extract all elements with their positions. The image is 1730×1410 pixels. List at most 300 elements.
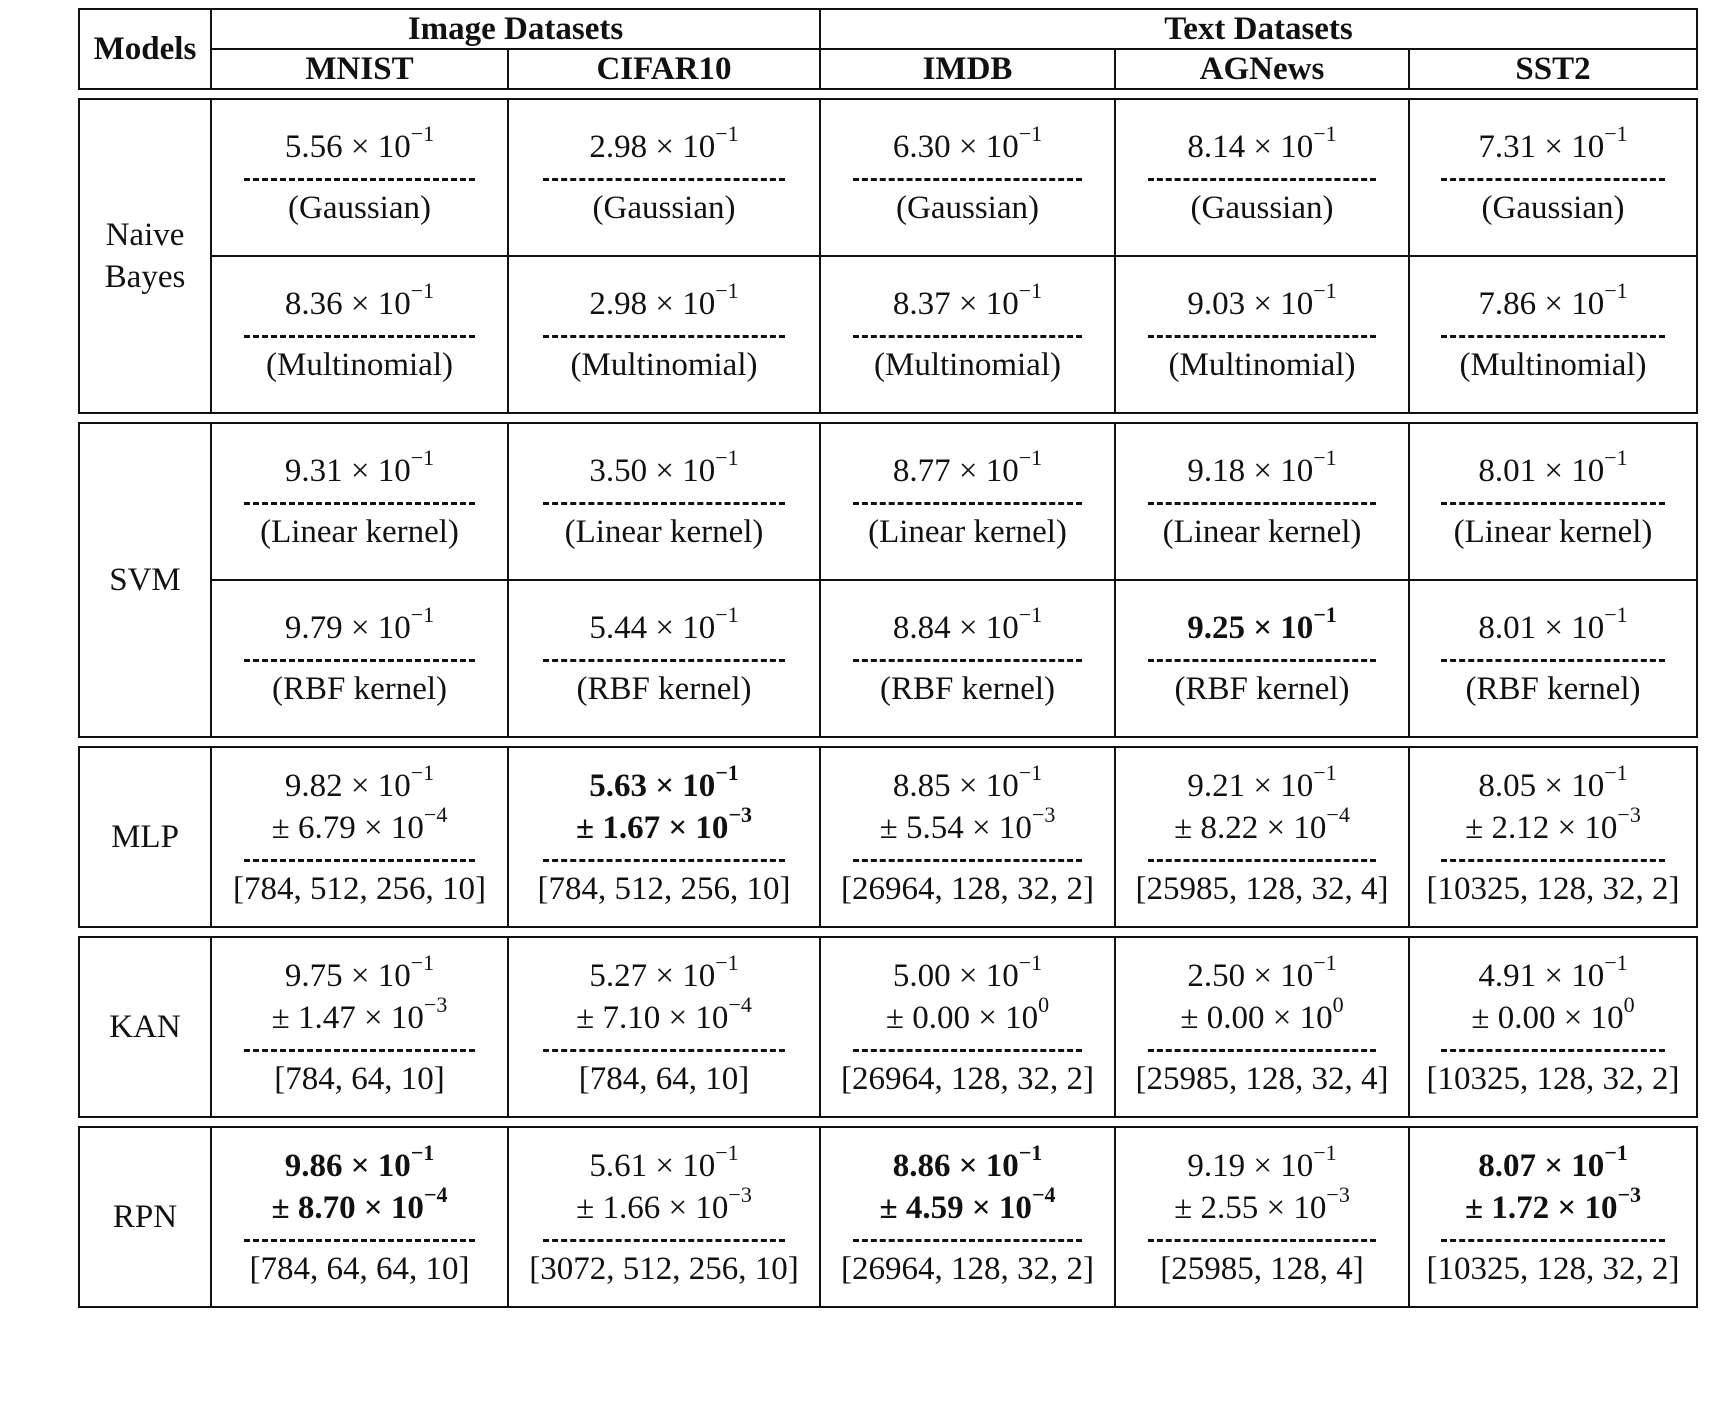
result-exponent: −1: [1018, 278, 1043, 303]
dashed-separator: [1148, 502, 1376, 505]
model-config: [3072, 512, 256, 10]: [529, 1250, 799, 1287]
result-mantissa: 8.85: [892, 767, 951, 804]
times-ten: × 10: [1536, 957, 1605, 994]
result-value: [821, 278, 1114, 325]
std-mantissa: 2.55: [1200, 1189, 1259, 1226]
std-exponent: −3: [1617, 801, 1641, 827]
dashed-separator: [1441, 1239, 1664, 1242]
result-value: [1116, 278, 1408, 325]
group-gap: [79, 89, 1697, 99]
times-ten: × 10: [647, 286, 716, 322]
result-mantissa: 5.00: [892, 957, 951, 994]
result-mantissa: 5.63: [589, 767, 647, 804]
model-config: (Multinomial): [1168, 347, 1356, 383]
times-ten: × 10: [1258, 1189, 1327, 1226]
result-exponent: −1: [1313, 121, 1337, 146]
result-value: [1410, 121, 1696, 168]
result-exponent: −1: [715, 121, 739, 146]
model-config: (RBF kernel): [271, 671, 448, 707]
plus-minus: ±: [1174, 1189, 1201, 1226]
result-exponent: −1: [410, 445, 435, 470]
result-cell: [1409, 256, 1697, 413]
model-config: (Linear kernel): [564, 514, 764, 550]
result-std: [509, 1181, 819, 1229]
result-mantissa: 5.44: [589, 610, 648, 646]
result-mantissa: 4.91: [1478, 957, 1537, 994]
result-exponent: −1: [1313, 759, 1337, 785]
result-cell: [508, 937, 820, 1117]
times-ten: × 10: [355, 1189, 424, 1226]
result-cell: [820, 256, 1115, 413]
times-ten: × 10: [1264, 999, 1333, 1036]
times-ten: × 10: [355, 809, 424, 846]
result-exponent: −1: [1604, 602, 1628, 627]
plus-minus: ±: [879, 809, 907, 846]
result-exponent: −1: [1018, 759, 1043, 785]
dashed-separator: [543, 859, 785, 862]
model-config: [10325, 128, 32, 2]: [1426, 870, 1680, 907]
std-mantissa: 7.10: [602, 999, 661, 1036]
result-cell: [1409, 1127, 1697, 1307]
result-value: [1410, 445, 1696, 492]
group-gap: [79, 737, 1697, 747]
group-gap: [79, 1117, 1697, 1127]
model-config: [784, 64, 64, 10]: [249, 1250, 470, 1287]
result-std: [1410, 991, 1696, 1039]
result-value: [821, 602, 1114, 649]
result-value: [1116, 121, 1408, 168]
std-exponent: −4: [423, 801, 448, 827]
dashed-separator: [543, 1239, 785, 1242]
plus-minus: ±: [576, 999, 603, 1036]
times-ten: × 10: [1536, 286, 1605, 322]
result-cell: [820, 1127, 1115, 1307]
results-table-wrapper: [78, 8, 1696, 1308]
times-ten: × 10: [1245, 129, 1314, 165]
results-body: [79, 89, 1697, 1307]
result-mantissa: 3.50: [589, 453, 648, 489]
dashed-separator: [1441, 502, 1664, 505]
dashed-separator: [853, 335, 1082, 338]
result-exponent: −1: [715, 759, 739, 785]
table-row: [79, 256, 1697, 413]
model-name-naive-bayes: Naive Bayes: [79, 99, 211, 413]
model-config: (Linear kernel): [868, 514, 1067, 550]
dashed-separator: [1441, 335, 1664, 338]
plus-minus: ±: [1471, 999, 1498, 1036]
result-exponent: −1: [1313, 949, 1337, 975]
times-ten: × 10: [660, 809, 729, 846]
model-config: (Gaussian): [896, 190, 1039, 226]
times-ten: × 10: [970, 999, 1039, 1036]
result-mantissa: 8.05: [1478, 767, 1537, 804]
std-mantissa: 8.22: [1200, 809, 1259, 846]
result-exponent: −1: [410, 278, 435, 303]
model-config: [784, 64, 10]: [578, 1060, 750, 1097]
result-exponent: −1: [715, 278, 739, 303]
result-std: [821, 1181, 1114, 1229]
model-config: (Gaussian): [1190, 190, 1334, 226]
model-config: (RBF kernel): [576, 671, 752, 707]
result-mantissa: 8.01: [1478, 453, 1537, 489]
result-mantissa: 8.86: [892, 1147, 951, 1184]
result-exponent: −1: [410, 602, 435, 627]
std-mantissa: 0.00: [1206, 999, 1265, 1036]
dashed-separator: [1148, 178, 1376, 181]
dashed-separator: [853, 502, 1082, 505]
result-value: [212, 602, 507, 649]
result-mantissa: 8.77: [892, 453, 951, 489]
times-ten: × 10: [1549, 1189, 1618, 1226]
model-config: (RBF kernel): [879, 671, 1056, 707]
times-ten: × 10: [1245, 286, 1314, 322]
result-value: [212, 445, 507, 492]
result-mantissa: 5.61: [589, 1147, 648, 1184]
results-table: [78, 8, 1698, 1308]
times-ten: × 10: [355, 999, 424, 1036]
result-value: [1116, 602, 1408, 649]
std-exponent: −3: [1326, 1181, 1350, 1207]
std-mantissa: 4.59: [905, 1189, 964, 1226]
model-config: [26964, 128, 32, 2]: [841, 1060, 1094, 1097]
model-config: (Multinomial): [570, 347, 758, 383]
result-cell: [820, 747, 1115, 927]
times-ten: × 10: [950, 129, 1019, 165]
dataset-header-mnist: MNIST: [211, 49, 508, 89]
result-std: [212, 991, 507, 1039]
dashed-separator: [543, 178, 785, 181]
result-cell: [1115, 423, 1409, 580]
result-mantissa: 9.03: [1187, 286, 1246, 322]
group-gap: [79, 413, 1697, 423]
times-ten: × 10: [342, 286, 411, 322]
times-ten: × 10: [1536, 610, 1605, 646]
result-value: [509, 1139, 819, 1187]
result-cell: [211, 256, 508, 413]
times-ten: × 10: [1536, 453, 1605, 489]
std-mantissa: 8.70: [297, 1189, 356, 1226]
times-ten: × 10: [647, 610, 716, 646]
result-cell: [1409, 580, 1697, 737]
result-exponent: −1: [715, 949, 739, 975]
result-mantissa: 7.86: [1478, 286, 1537, 322]
result-mantissa: 2.98: [589, 129, 648, 165]
times-ten: × 10: [950, 286, 1019, 322]
times-ten: × 10: [647, 957, 716, 994]
model-config: [784, 512, 256, 10]: [537, 870, 791, 907]
dataset-header-imdb: IMDB: [820, 49, 1115, 89]
dashed-separator: [1441, 1049, 1664, 1052]
result-exponent: −1: [1313, 1139, 1337, 1165]
dashed-separator: [1148, 1049, 1376, 1052]
result-value: [509, 602, 819, 649]
text-datasets-header: Text Datasets: [820, 9, 1697, 49]
std-exponent: 0: [1332, 991, 1344, 1017]
model-config: [26964, 128, 32, 2]: [841, 870, 1094, 907]
std-mantissa: 0.00: [1497, 999, 1556, 1036]
dashed-separator: [1441, 178, 1664, 181]
dashed-separator: [244, 178, 474, 181]
plus-minus: ±: [879, 1189, 906, 1226]
result-value: [212, 1139, 507, 1187]
result-cell: [211, 580, 508, 737]
result-cell: [820, 99, 1115, 256]
times-ten: × 10: [646, 767, 716, 804]
result-exponent: −1: [1604, 445, 1628, 470]
result-value: [1116, 949, 1408, 997]
plus-minus: ±: [1465, 1189, 1492, 1226]
times-ten: × 10: [1245, 1147, 1314, 1184]
model-config: [10325, 128, 32, 2]: [1426, 1250, 1680, 1287]
result-std: [1410, 801, 1696, 849]
dashed-separator: [543, 335, 785, 338]
std-exponent: −4: [728, 991, 752, 1017]
model-config: (Gaussian): [592, 190, 736, 226]
times-ten: × 10: [1555, 999, 1624, 1036]
result-cell: [1115, 1127, 1409, 1307]
result-exponent: −1: [1604, 121, 1628, 146]
result-value: [1410, 949, 1696, 997]
result-mantissa: 2.50: [1187, 957, 1246, 994]
times-ten: × 10: [342, 957, 411, 994]
times-ten: × 10: [950, 767, 1019, 804]
times-ten: × 10: [342, 453, 411, 489]
group-gap-cell: [79, 1117, 1697, 1127]
result-mantissa: 5.27: [589, 957, 648, 994]
times-ten: × 10: [1245, 957, 1314, 994]
result-exponent: −1: [1313, 602, 1337, 627]
result-mantissa: 8.01: [1478, 610, 1537, 646]
model-config: [784, 512, 256, 10]: [233, 870, 486, 907]
times-ten: × 10: [1536, 129, 1605, 165]
plus-minus: ±: [271, 1189, 298, 1226]
result-cell: [508, 99, 820, 256]
table-row: [79, 747, 1697, 927]
result-std: [509, 991, 819, 1039]
dashed-separator: [1148, 1239, 1376, 1242]
result-exponent: −1: [1604, 1139, 1628, 1165]
result-mantissa: 8.84: [892, 610, 951, 646]
dashed-separator: [1441, 659, 1664, 662]
std-exponent: −3: [1617, 1181, 1641, 1207]
group-gap: [79, 927, 1697, 937]
result-value: [212, 949, 507, 997]
result-value: [212, 759, 507, 807]
result-std: [1410, 1181, 1696, 1229]
model-config: (Linear kernel): [1162, 514, 1362, 550]
times-ten: × 10: [647, 453, 716, 489]
plus-minus: ±: [1180, 999, 1207, 1036]
plus-minus: ±: [271, 809, 299, 846]
result-value: [821, 121, 1114, 168]
result-cell: [1409, 423, 1697, 580]
times-ten: × 10: [342, 1147, 411, 1184]
std-exponent: −3: [728, 1181, 752, 1207]
result-value: [821, 759, 1114, 807]
times-ten: × 10: [660, 999, 729, 1036]
result-exponent: −1: [410, 1139, 435, 1165]
dashed-separator: [244, 659, 474, 662]
result-mantissa: 9.18: [1187, 453, 1246, 489]
result-value: [212, 278, 507, 325]
model-name-kan: KAN: [79, 937, 211, 1117]
model-config: (RBF kernel): [1174, 671, 1350, 707]
model-config: [10325, 128, 32, 2]: [1426, 1060, 1680, 1097]
result-mantissa: 9.82: [284, 767, 343, 804]
result-value: [821, 445, 1114, 492]
times-ten: × 10: [963, 809, 1032, 846]
std-exponent: −4: [423, 1181, 448, 1207]
result-value: [1410, 602, 1696, 649]
result-cell: [1115, 256, 1409, 413]
times-ten: × 10: [1244, 610, 1314, 646]
dataset-header-agnews: AGNews: [1115, 49, 1409, 89]
result-mantissa: 8.36: [284, 286, 343, 322]
result-mantissa: 8.07: [1478, 1147, 1536, 1184]
model-config: [26964, 128, 32, 2]: [841, 1250, 1094, 1287]
result-cell: [1409, 747, 1697, 927]
result-exponent: −1: [410, 121, 435, 146]
model-config: (Linear kernel): [260, 514, 459, 550]
result-exponent: −1: [1018, 1139, 1043, 1165]
result-exponent: −1: [1018, 949, 1043, 975]
times-ten: × 10: [342, 767, 411, 804]
result-exponent: −1: [410, 759, 435, 785]
times-ten: × 10: [963, 1189, 1032, 1226]
result-cell: [820, 937, 1115, 1117]
model-config: (RBF kernel): [1465, 671, 1641, 707]
result-cell: [1409, 937, 1697, 1117]
std-exponent: 0: [1623, 991, 1635, 1017]
std-exponent: 0: [1038, 991, 1050, 1017]
plus-minus: ±: [1174, 809, 1201, 846]
group-gap-cell: [79, 413, 1697, 423]
model-config: [25985, 128, 32, 4]: [1135, 870, 1389, 907]
result-value: [1116, 445, 1408, 492]
times-ten: × 10: [1535, 1147, 1605, 1184]
result-exponent: −1: [1604, 759, 1628, 785]
result-value: [509, 759, 819, 807]
model-config: [784, 64, 10]: [274, 1060, 445, 1097]
result-cell: [508, 256, 820, 413]
model-config: [25985, 128, 32, 4]: [1135, 1060, 1389, 1097]
plus-minus: ±: [271, 999, 299, 1036]
std-mantissa: 1.66: [602, 1189, 661, 1226]
model-name-svm: SVM: [79, 423, 211, 737]
image-datasets-header: Image Datasets: [211, 9, 820, 49]
dashed-separator: [853, 1239, 1082, 1242]
model-config: (Multinomial): [874, 347, 1061, 383]
result-cell: [508, 747, 820, 927]
model-config: (Gaussian): [288, 190, 431, 226]
result-std: [821, 991, 1114, 1039]
model-config: [25985, 128, 4]: [1160, 1250, 1364, 1287]
std-mantissa: 1.67: [602, 809, 661, 846]
result-std: [212, 801, 507, 849]
result-cell: [508, 1127, 820, 1307]
result-exponent: −1: [1604, 278, 1628, 303]
result-value: [1116, 759, 1408, 807]
result-cell: [211, 423, 508, 580]
times-ten: × 10: [342, 129, 411, 165]
times-ten: × 10: [647, 129, 716, 165]
times-ten: × 10: [1536, 767, 1605, 804]
std-mantissa: 1.47: [298, 999, 356, 1036]
result-value: [1410, 278, 1696, 325]
result-value: [1116, 1139, 1408, 1187]
dashed-separator: [244, 1239, 474, 1242]
result-cell: [1409, 99, 1697, 256]
std-exponent: −4: [1326, 801, 1350, 827]
dashed-separator: [244, 1049, 474, 1052]
dashed-separator: [1148, 659, 1376, 662]
result-std: [1116, 1181, 1408, 1229]
times-ten: × 10: [660, 1189, 729, 1226]
std-exponent: −3: [1031, 801, 1056, 827]
times-ten: × 10: [950, 453, 1019, 489]
result-mantissa: 7.31: [1478, 129, 1537, 165]
dashed-separator: [853, 659, 1082, 662]
result-mantissa: 9.86: [284, 1147, 343, 1184]
result-std: [1116, 801, 1408, 849]
result-std: [212, 1181, 507, 1229]
group-gap-cell: [79, 737, 1697, 747]
result-exponent: −1: [715, 602, 739, 627]
result-exponent: −1: [1313, 445, 1337, 470]
group-gap-cell: [79, 89, 1697, 99]
times-ten: × 10: [1245, 767, 1314, 804]
result-mantissa: 5.56: [284, 129, 343, 165]
plus-minus: ±: [576, 1189, 603, 1226]
result-value: [212, 121, 507, 168]
result-mantissa: 9.25: [1187, 610, 1245, 646]
dashed-separator: [1148, 335, 1376, 338]
result-mantissa: 9.19: [1187, 1147, 1246, 1184]
result-value: [509, 121, 819, 168]
result-cell: [820, 423, 1115, 580]
result-value: [821, 949, 1114, 997]
table-row: [79, 580, 1697, 737]
result-cell: [508, 423, 820, 580]
result-value: [1410, 759, 1696, 807]
result-std: [509, 801, 819, 849]
group-gap-cell: [79, 927, 1697, 937]
std-exponent: −4: [1031, 1181, 1056, 1207]
result-exponent: −1: [715, 1139, 739, 1165]
result-cell: [211, 99, 508, 256]
table-row: [79, 1127, 1697, 1307]
times-ten: × 10: [950, 1147, 1019, 1184]
dashed-separator: [543, 1049, 785, 1052]
dashed-separator: [244, 859, 474, 862]
result-cell: [1115, 937, 1409, 1117]
result-exponent: −1: [1018, 602, 1043, 627]
result-cell: [508, 580, 820, 737]
table-row: [79, 99, 1697, 256]
times-ten: × 10: [950, 957, 1019, 994]
times-ten: × 10: [1258, 809, 1327, 846]
plus-minus: ±: [1465, 809, 1492, 846]
result-exponent: −1: [715, 445, 739, 470]
result-std: [1116, 991, 1408, 1039]
times-ten: × 10: [342, 610, 411, 646]
model-config: (Gaussian): [1481, 190, 1625, 226]
result-std: [821, 801, 1114, 849]
dashed-separator: [1441, 859, 1664, 862]
dashed-separator: [543, 502, 785, 505]
dashed-separator: [244, 335, 474, 338]
result-value: [509, 949, 819, 997]
